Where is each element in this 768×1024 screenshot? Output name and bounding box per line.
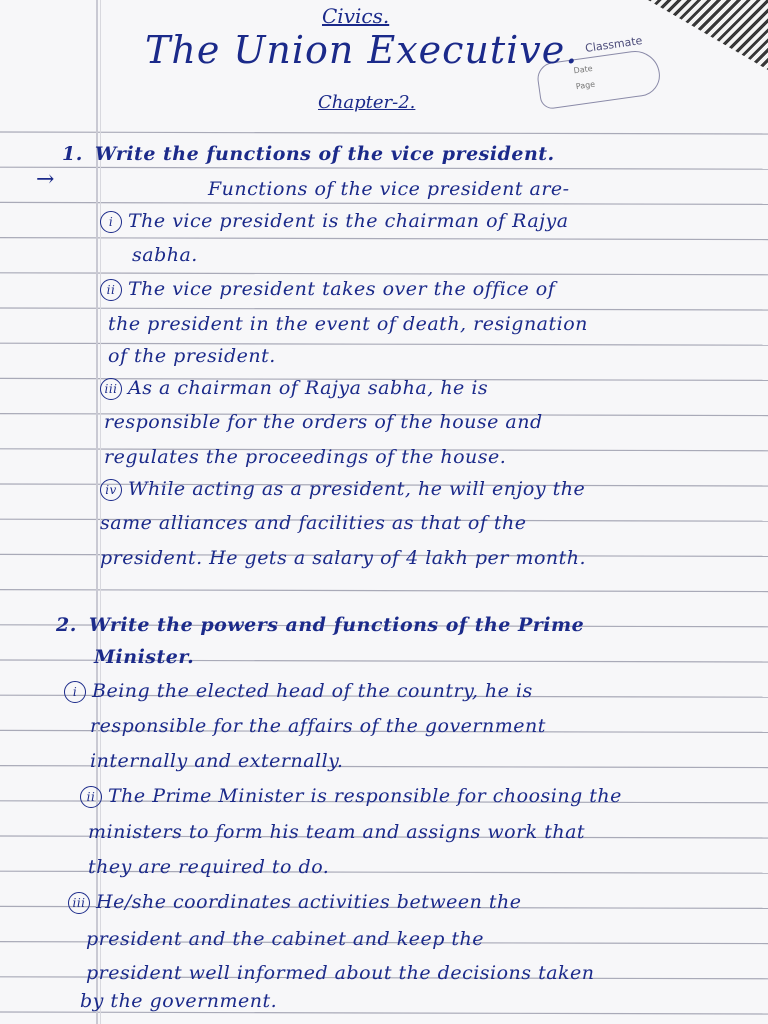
- point-line: internally and externally.: [90, 750, 344, 772]
- answer-point: [100, 478, 585, 501]
- point-line: president well informed about the decisions taken: [86, 962, 595, 984]
- ruled-line: [0, 202, 768, 204]
- answer-arrow-icon: →: [36, 167, 55, 192]
- point-line: ministers to form his team and assigns work that: [88, 821, 586, 843]
- point-line: The Prime Minister is responsible for choosing the: [108, 785, 622, 807]
- point-marker: i: [64, 681, 86, 703]
- point-line: The vice president is the chairman of Rajya: [128, 210, 569, 232]
- ruled-line: [0, 273, 768, 275]
- point-line: by the government.: [80, 990, 278, 1012]
- question-number: 2.: [56, 614, 77, 636]
- point-marker: i: [100, 211, 122, 233]
- ruled-line: [0, 238, 768, 240]
- question-number: 1.: [62, 143, 83, 165]
- point-line: Being the elected head of the country, he is: [92, 680, 533, 702]
- page-label: Page: [575, 79, 596, 92]
- point-line: responsible for the orders of the house and: [104, 411, 543, 433]
- point-line: they are required to do.: [88, 856, 330, 878]
- point-line: the president in the event of death, resignation: [108, 313, 588, 335]
- ruled-line: [0, 1012, 768, 1014]
- point-marker: iv: [100, 479, 122, 501]
- point-line: regulates the proceedings of the house.: [104, 446, 507, 468]
- answer-point: [100, 210, 569, 233]
- ruled-line: [0, 167, 768, 169]
- ruled-line: [0, 132, 768, 134]
- question-1: [62, 143, 555, 165]
- page-title: The Union Executive.: [145, 28, 579, 72]
- question-text: Write the powers and functions of the Prime: [88, 614, 585, 636]
- point-line: same alliances and facilities as that of the: [100, 512, 527, 534]
- point-line: president and the cabinet and keep the: [86, 928, 485, 950]
- ruled-line: [0, 590, 768, 592]
- point-line: He/she coordinates activities between the: [96, 891, 522, 913]
- point-marker: ii: [100, 279, 122, 301]
- question-2: [56, 614, 584, 636]
- answer-intro: Functions of the vice president are-: [208, 178, 570, 200]
- point-line: sabha.: [132, 244, 198, 266]
- point-line: The vice president takes over the office of: [128, 278, 556, 300]
- point-line: While acting as a president, he will enjoy the: [128, 478, 586, 500]
- subject-heading: Civics.: [322, 4, 390, 28]
- point-line: responsible for the affairs of the government: [90, 715, 546, 737]
- chapter-heading: Chapter-2.: [318, 92, 416, 113]
- point-marker: ii: [80, 786, 102, 808]
- point-marker: iii: [100, 378, 122, 400]
- point-line: As a chairman of Rajya sabha, he is: [128, 377, 489, 399]
- date-label: Date: [573, 63, 594, 76]
- answer-point: [100, 278, 555, 301]
- point-marker: iii: [68, 892, 90, 914]
- answer-point: [100, 377, 488, 400]
- question-text: Minister.: [94, 646, 195, 668]
- question-text: Write the functions of the vice president.: [94, 143, 555, 165]
- answer-point: [68, 891, 521, 914]
- point-line: of the president.: [108, 345, 276, 367]
- point-line: president. He gets a salary of 4 lakh per month.: [100, 547, 587, 569]
- answer-point: [64, 680, 533, 703]
- ruled-line: [0, 308, 768, 310]
- answer-point: [80, 785, 622, 808]
- brand-label: Classmate: [584, 34, 644, 55]
